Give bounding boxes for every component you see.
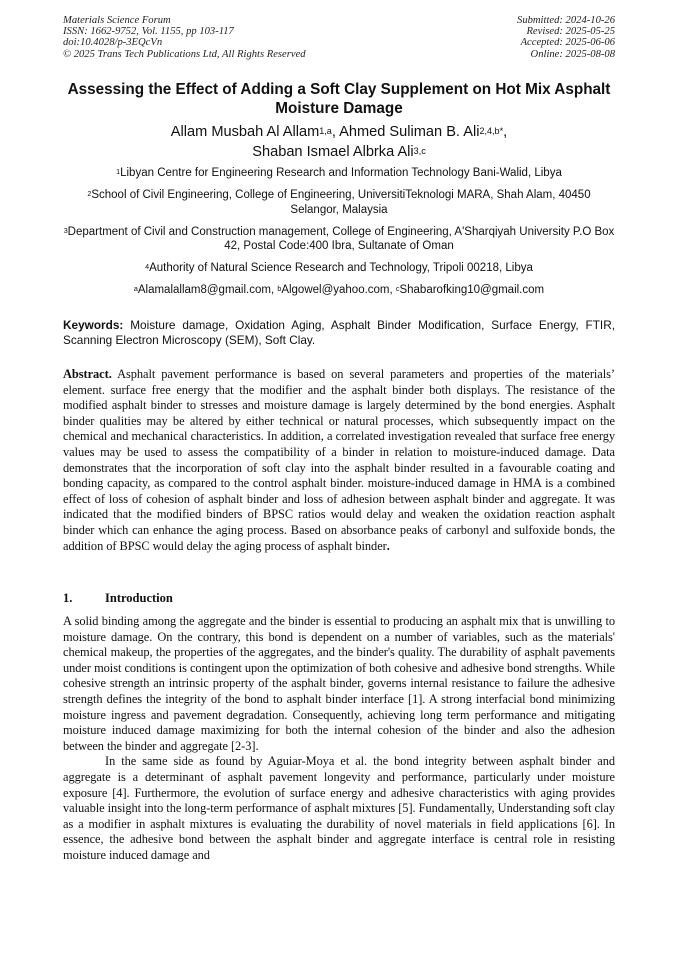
section-heading [63, 591, 173, 606]
author-list [63, 122, 615, 162]
accepted-date: Accepted: 2025-06-06 [520, 37, 615, 49]
affiliation-2 [63, 188, 615, 217]
email-line: $^a$Alamalallam8@gmail.com, $^b$Algowel@yahoo.com, $^c$Shabarofking10@gmail.com [133, 284, 545, 296]
affiliation-1 [63, 166, 615, 181]
email-sup: b [277, 285, 282, 293]
affiliation-3 [63, 225, 615, 254]
author-name: Ahmed Suliman B. Ali [339, 124, 480, 140]
author-name: Shaban Ismael Albrka Ali [252, 144, 414, 160]
body-paragraph-1: A solid binding among the aggregate and the binder is essential to producing an asphalt mix that is unwilling to moisture damage. On the contrary, this bond is dependent on a number of variables, such as the materials' chemical makeup, the properties of the aggregates, and the binder's quality. The durability of asphalt pavements under moist conditions is contingent upon the optimization of both cohesive and adhesive bond strengths. While cohesive strength an intrinsic property of the asphalt binder, governs internal resistance to failure the adhesive strength defines the integrity of the bond to asphalt binder interface [1]. A strong interfacial bond minimizing moisture ingress and pavement degradation. Consequently, achieving long term performance and mitigating moisture induced damage maximizing for both the internal cohesion of the binder and also the adhesion between the binder and aggregate [2-3]. [63, 614, 615, 753]
affil-text: School of Civil Engineering, College of Engineering, UniversitiTeknologi MARA, Shah Alam, 40450 Selangor, Malaysia [91, 189, 591, 216]
keywords-block [63, 318, 615, 347]
author-affil-sup: 1,a [319, 126, 332, 136]
online-date: Online: 2025-08-08 [530, 48, 615, 60]
keywords-label: Keywords: [63, 318, 124, 332]
affiliation-4 [63, 261, 615, 276]
affiliations [63, 166, 615, 305]
section-number: 1. [63, 591, 73, 605]
copyright-line: © 2025 Trans Tech Publications Ltd, All Rights Reserved [63, 48, 306, 60]
journal-header-right [517, 15, 615, 60]
affil-text: Authority of Natural Science Research and Technology, Tripoli 00218, Libya [149, 262, 533, 274]
email-link[interactable]: Shabarofking10@gmail.com [399, 284, 545, 296]
abstract-text: Asphalt pavement performance is based on several parameters and properties of the materials’ element. surface free energy that the modifier and the asphalt binder both displays. The resistance of the modified asphalt binder to stresses and moisture damage is largely determined by the bond energies. Asphalt binder qualities may be altered by either technical or natural processes, which subsequently impact on the chemical and mechanical characteristics. In addition, a correlated investigation revealed that surface free energy values may be used to assess the compatibility of a binder in relation to moisture-induced damage. Data demonstrates that the incorporation of soft clay into the asphalt binder resulted in a favourable coating and bonding capacity, as compared to the control asphalt binder. moisture-induced damage in HMA is a combined effect of loss of cohesion of asphalt binder and loss of adhesion between asphalt binder and aggregate. It was indicated that the modified binders of BPSC ratios would delay and weaken the oxidation reaction asphalt binder which can enhance the aging process. Based on absorbance peaks of carbonyl and sulfoxide bonds, the addition of BPSC would delay the aging process of asphalt binder [63, 367, 615, 553]
abstract-block [63, 367, 615, 554]
revised-date: Revised: 2025-05-25 [526, 26, 615, 38]
abstract-end: . [386, 538, 390, 553]
submitted-date: Submitted: 2024-10-26 [517, 15, 615, 26]
journal-name: Materials Science Forum [63, 15, 171, 26]
author-affil-sup: 3,c [413, 146, 426, 156]
author-name: Allam Musbah Al Allam [170, 124, 320, 140]
affil-number: 4 [145, 263, 150, 271]
doi-line: doi:10.4028/p-3EQcVn [63, 37, 163, 49]
affil-number: 3 [63, 226, 68, 235]
email-sup: a [133, 285, 138, 293]
abstract-label: Abstract. [63, 367, 112, 381]
body-paragraph-2: In the same side as found by Aguiar-Moya et al. the bond integrity between asphalt binder and aggregate is a determinant of asphalt pavement longevity and performance, particularly under moisture exposure [4]. Furthermore, the evolution of surface energy and adhesive characteristics with aging provides valuable insight into the long-term performance of asphalt mixtures [5]. Fundamentally, Understanding soft clay as a modifier in asphalt mixtures is evaluating the durability of novel materials in field applications [6]. In essence, the adhesive bond between the asphalt binder and aggregate interface is central role in resisting moisture induced damage and [63, 754, 615, 862]
paper-title: Assessing the Effect of Adding a Soft Clay Supplement on Hot Mix Asphalt Moisture Damage [67, 81, 611, 117]
affil-number: 1 [116, 168, 121, 176]
author-separator: , [503, 124, 508, 140]
author-affil-sup: 2,4,b* [479, 126, 504, 136]
affil-text: Department of Civil and Construction management, College of Engineering, A'Sharqiyah University P.O Box 42, Postal Code:400 Ibra, Sultanate of Oman [67, 225, 615, 252]
journal-header-left [63, 15, 306, 60]
email-link[interactable]: Alamalallam8@gmail.com [137, 284, 271, 296]
author-separator: , [331, 124, 340, 140]
email-link[interactable]: Algowel@yahoo.com [281, 284, 390, 296]
keywords-text: Moisture damage, Oxidation Aging, Asphalt Binder Modification, Surface Energy, FTIR, Scanning Electron Microscopy (SEM), Soft Clay. [63, 318, 615, 347]
section-title: Introduction [105, 591, 173, 605]
affil-number: 2 [87, 190, 92, 198]
affil-text: Libyan Centre for Engineering Research and Information Technology Bani-Walid, Libya [120, 167, 562, 179]
section-body [63, 614, 615, 864]
issn-line: ISSN: 1662-9752, Vol. 1155, pp 103-117 [63, 26, 234, 38]
email-sup: c [395, 285, 400, 293]
